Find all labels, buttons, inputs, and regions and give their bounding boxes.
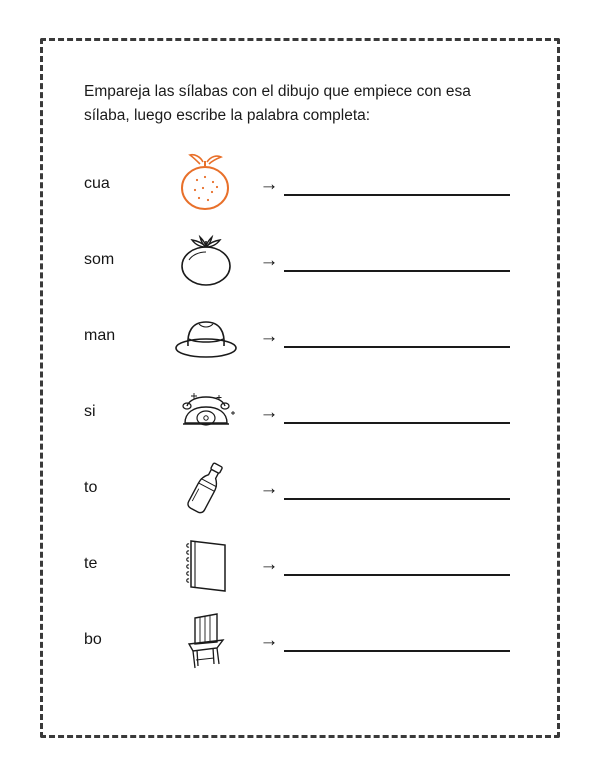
syllable-label: te — [84, 555, 98, 573]
syllable-label: to — [84, 479, 98, 497]
answer-line[interactable] — [284, 248, 516, 272]
exercise-row — [84, 222, 516, 298]
answer-line[interactable] — [284, 400, 516, 424]
telephone-icon — [158, 375, 254, 449]
exercise-rows — [84, 146, 516, 678]
arrow-icon: → — [259, 401, 279, 423]
exercise-row — [84, 374, 516, 450]
exercise-row — [84, 146, 516, 222]
bottle-icon — [158, 451, 254, 525]
syllable-label: som — [84, 251, 115, 269]
exercise-row — [84, 602, 516, 678]
arrow-icon: → — [259, 629, 279, 651]
hat-icon — [158, 299, 254, 373]
answer-line[interactable] — [284, 172, 516, 196]
instructions-text: Empareja las sílabas con el dibujo que empiece con esa sílaba, luego escribe la palabra completa: — [84, 83, 471, 125]
exercise-row — [84, 450, 516, 526]
answer-line[interactable] — [284, 476, 516, 500]
tomato-icon — [158, 223, 254, 297]
syllable-label: cua — [84, 175, 110, 193]
answer-line[interactable] — [284, 552, 516, 576]
syllable-label: man — [84, 327, 116, 345]
answer-line[interactable] — [284, 628, 516, 652]
arrow-icon: → — [259, 553, 279, 575]
chair-icon — [158, 603, 254, 677]
arrow-icon: → — [259, 173, 279, 195]
worksheet-content — [40, 38, 560, 678]
arrow-icon: → — [259, 477, 279, 499]
exercise-row — [84, 298, 516, 374]
orange-fruit-icon — [158, 147, 254, 221]
notebook-icon — [158, 527, 254, 601]
exercise-row — [84, 526, 516, 602]
arrow-icon: → — [259, 325, 279, 347]
syllable-label: si — [84, 403, 96, 421]
answer-line[interactable] — [284, 324, 516, 348]
arrow-icon: → — [259, 249, 279, 271]
syllable-label: bo — [84, 631, 102, 649]
